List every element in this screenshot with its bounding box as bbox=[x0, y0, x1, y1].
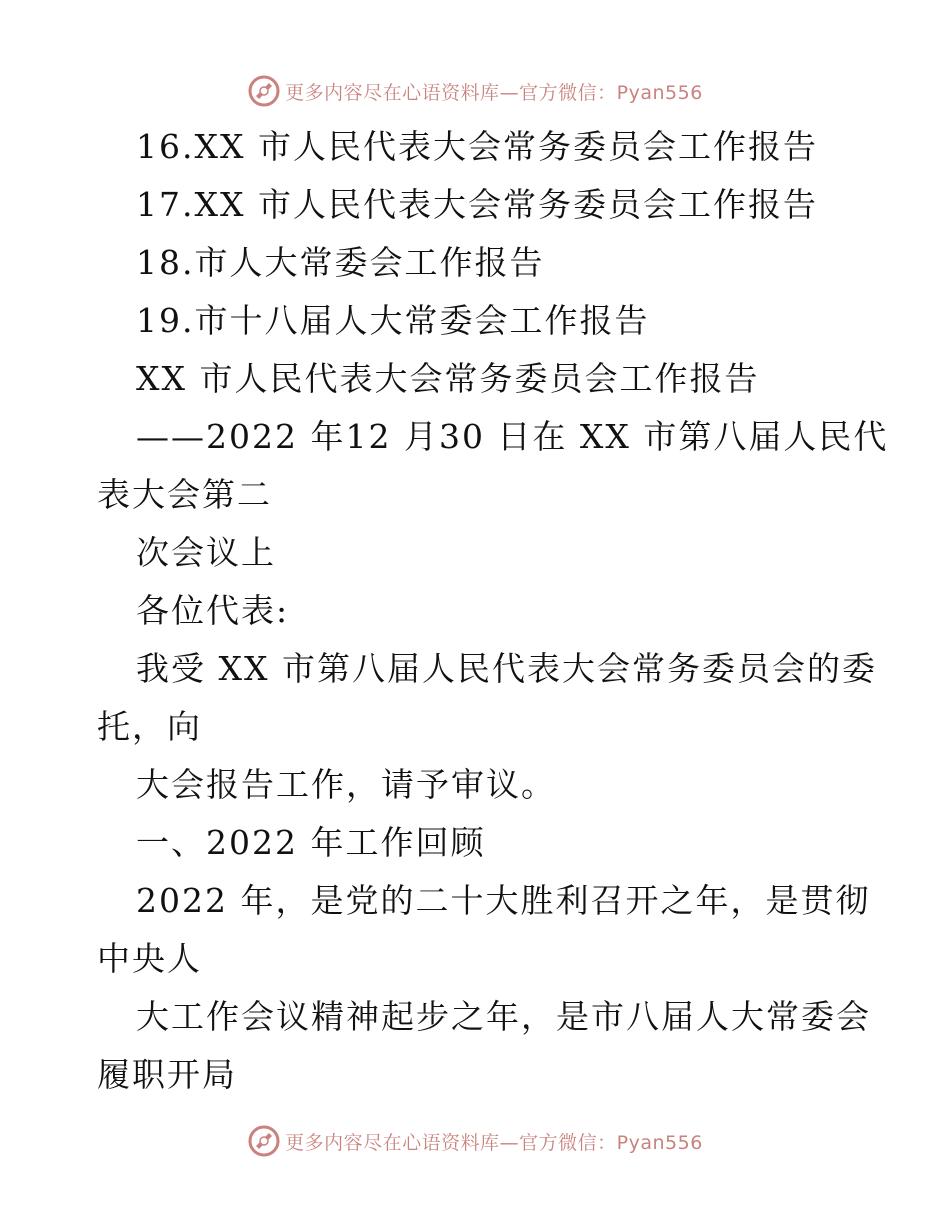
report-subtitle-line1: ——2022 年12 月30 日在 XX 市第八届人民代 bbox=[136, 417, 889, 456]
section-heading: 一、2022 年工作回顾 bbox=[136, 823, 486, 862]
paragraph-line: 大工作会议精神起步之年，是市八届人大常委会 bbox=[136, 997, 871, 1036]
seal-logo-icon bbox=[247, 1124, 281, 1158]
toc-item-17: 17.XX 市人民代表大会常务委员会工作报告 bbox=[136, 185, 818, 224]
watermark-footer bbox=[0, 1121, 950, 1161]
watermark-header bbox=[0, 71, 950, 111]
watermark-text: 更多内容尽在心语资料库—官方微信：Pyan556 bbox=[285, 81, 703, 104]
report-title: XX 市人民代表大会常务委员会工作报告 bbox=[136, 359, 760, 398]
report-subtitle-line2: 表大会第二 bbox=[97, 475, 272, 514]
toc-item-18: 18.市人大常委会工作报告 bbox=[136, 243, 545, 282]
paragraph-line: 我受 XX 市第八届人民代表大会常务委员会的委 bbox=[136, 649, 877, 688]
toc-item-16: 16.XX 市人民代表大会常务委员会工作报告 bbox=[136, 127, 818, 166]
paragraph-line: 2022 年，是党的二十大胜利召开之年，是贯彻 bbox=[136, 881, 871, 920]
paragraph-line: 托，向 bbox=[97, 707, 202, 746]
toc-item-19: 19.市十八届人大常委会工作报告 bbox=[136, 301, 650, 340]
watermark-text: 更多内容尽在心语资料库—官方微信：Pyan556 bbox=[285, 1131, 703, 1154]
paragraph-line: 履职开局 bbox=[97, 1055, 237, 1094]
salutation: 各位代表: bbox=[136, 591, 290, 630]
paragraph-line: 中央人 bbox=[97, 939, 202, 978]
seal-logo-icon bbox=[247, 74, 281, 108]
report-subtitle-line3: 次会议上 bbox=[136, 533, 276, 572]
paragraph-line: 大会报告工作，请予审议。 bbox=[136, 765, 556, 804]
